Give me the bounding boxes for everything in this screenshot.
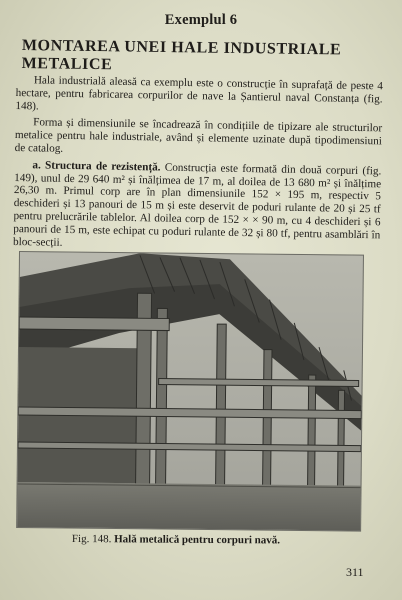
example-heading: Exemplul 6 <box>164 12 238 28</box>
figure-caption <box>72 533 280 546</box>
hall-photograph <box>17 252 363 531</box>
structure-label: a. Structura de rezistență. <box>32 159 161 174</box>
paragraph-typification: Forma și dimensiunile se încadrează în condițiile de tipizare ale structurilor metalice pentru hale industriale, având și elemente uzinate după tipodimensiuni de catalog. <box>14 116 383 155</box>
structure-text: Construcția este formată din două corpuri (fig. 149), unul de 29 640 m² și înălțimea de 17 m, al doilea de 13 680 m² și înălțime 26,30 m. Primul corp are în plan dimensiunile 152 × 195 m, respectiv 5 deschideri și 13 panouri de 15 m și este deservit de poduri rulante de 20 și 25 tf pentru prelucrările tablelor. Al doilea corp de 152 × × 90 m, cu 4 deschideri și 6 panouri de 15 m, este echipat cu poduri rulante de 32 și 80 tf, pentru asamblări în bloc-secții. <box>12 161 382 249</box>
paragraph-intro: Hala industrială aleasă ca exemplu este o construcție în suprafață de peste 4 hectare, pentru fabricarea corpurilor de nave la Șantierul naval Constanța (fig. 148). <box>15 74 383 112</box>
body-text <box>13 74 383 259</box>
section-title: MONTAREA UNEI HALE INDUSTRIALE METALICE <box>21 37 342 74</box>
figure-title: Hală metalică pentru corpuri navă. <box>111 533 281 547</box>
figure-number: Fig. 148. <box>71 533 112 546</box>
page-number: 311 <box>346 565 364 579</box>
paragraph-structure <box>13 159 382 255</box>
